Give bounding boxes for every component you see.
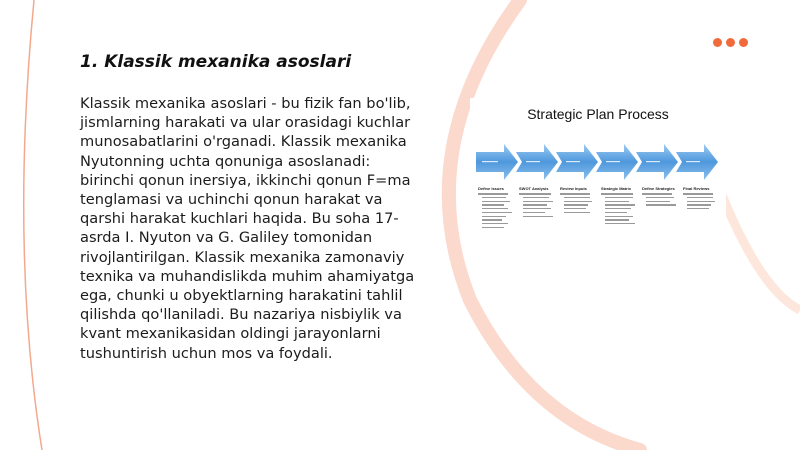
process-arrows xyxy=(476,140,722,184)
arrow-chevron xyxy=(596,144,638,180)
slide-body-paragraph: Klassik mexanika asoslari - bu fizik fan bo'lib, jismlarning harakati va ular orasidagi kuchlar munosabatlarini o'rganadi. Klassik mexanika Nyutonning uchta qonuniga asoslanadi: birinchi qonun inersiya, ikkinchi qonun F=ma tenglamasi va uchinchi qonun harakat va qarshi harakat kuchlari haqida. Bu soha 17-asrda I. Nyuton va G. Galiley tomonidan rivojlantirilgan. Klassik mexanika zamonaviy texnika va muhandislikda muhim ahamiyatga ega, chunki u obyektlarning harakatini tahlil qilishda qo'llaniladi. Bu nazariya nisbiylik va kvant mexanikasidan oldingi jarayonlarni tushuntirish uchun mos va foydali. xyxy=(80,95,415,362)
arrow-chevron xyxy=(476,144,518,180)
diagram-columns xyxy=(478,186,722,261)
column-heading: SWOT Analysis xyxy=(519,186,549,191)
accent-dots xyxy=(713,38,748,47)
diagram-column xyxy=(642,186,682,206)
diagram-column xyxy=(519,186,559,217)
arrow-chevron xyxy=(556,144,598,180)
arrow-chevron xyxy=(636,144,678,180)
column-heading: Strategic Matrix xyxy=(601,186,632,191)
diagram-title: Strategic Plan Process xyxy=(527,106,669,122)
diagram-column xyxy=(560,186,600,213)
slide-title: 1. Klassik mexanika asoslari xyxy=(80,52,352,72)
diagram-column xyxy=(683,186,723,209)
strategic-plan-diagram-image xyxy=(470,98,726,268)
column-heading: Define Issues xyxy=(478,186,504,191)
accent-dot xyxy=(713,38,722,47)
arrow-chevron xyxy=(516,144,558,180)
diagram-column xyxy=(478,186,518,228)
diagram-column xyxy=(601,186,641,224)
column-heading: Review Inputs xyxy=(560,186,587,191)
arrow-chevron xyxy=(676,144,718,180)
accent-dot xyxy=(739,38,748,47)
accent-dot xyxy=(726,38,735,47)
column-heading: Final Reviews xyxy=(683,186,710,191)
column-heading: Define Strategies xyxy=(642,186,675,191)
